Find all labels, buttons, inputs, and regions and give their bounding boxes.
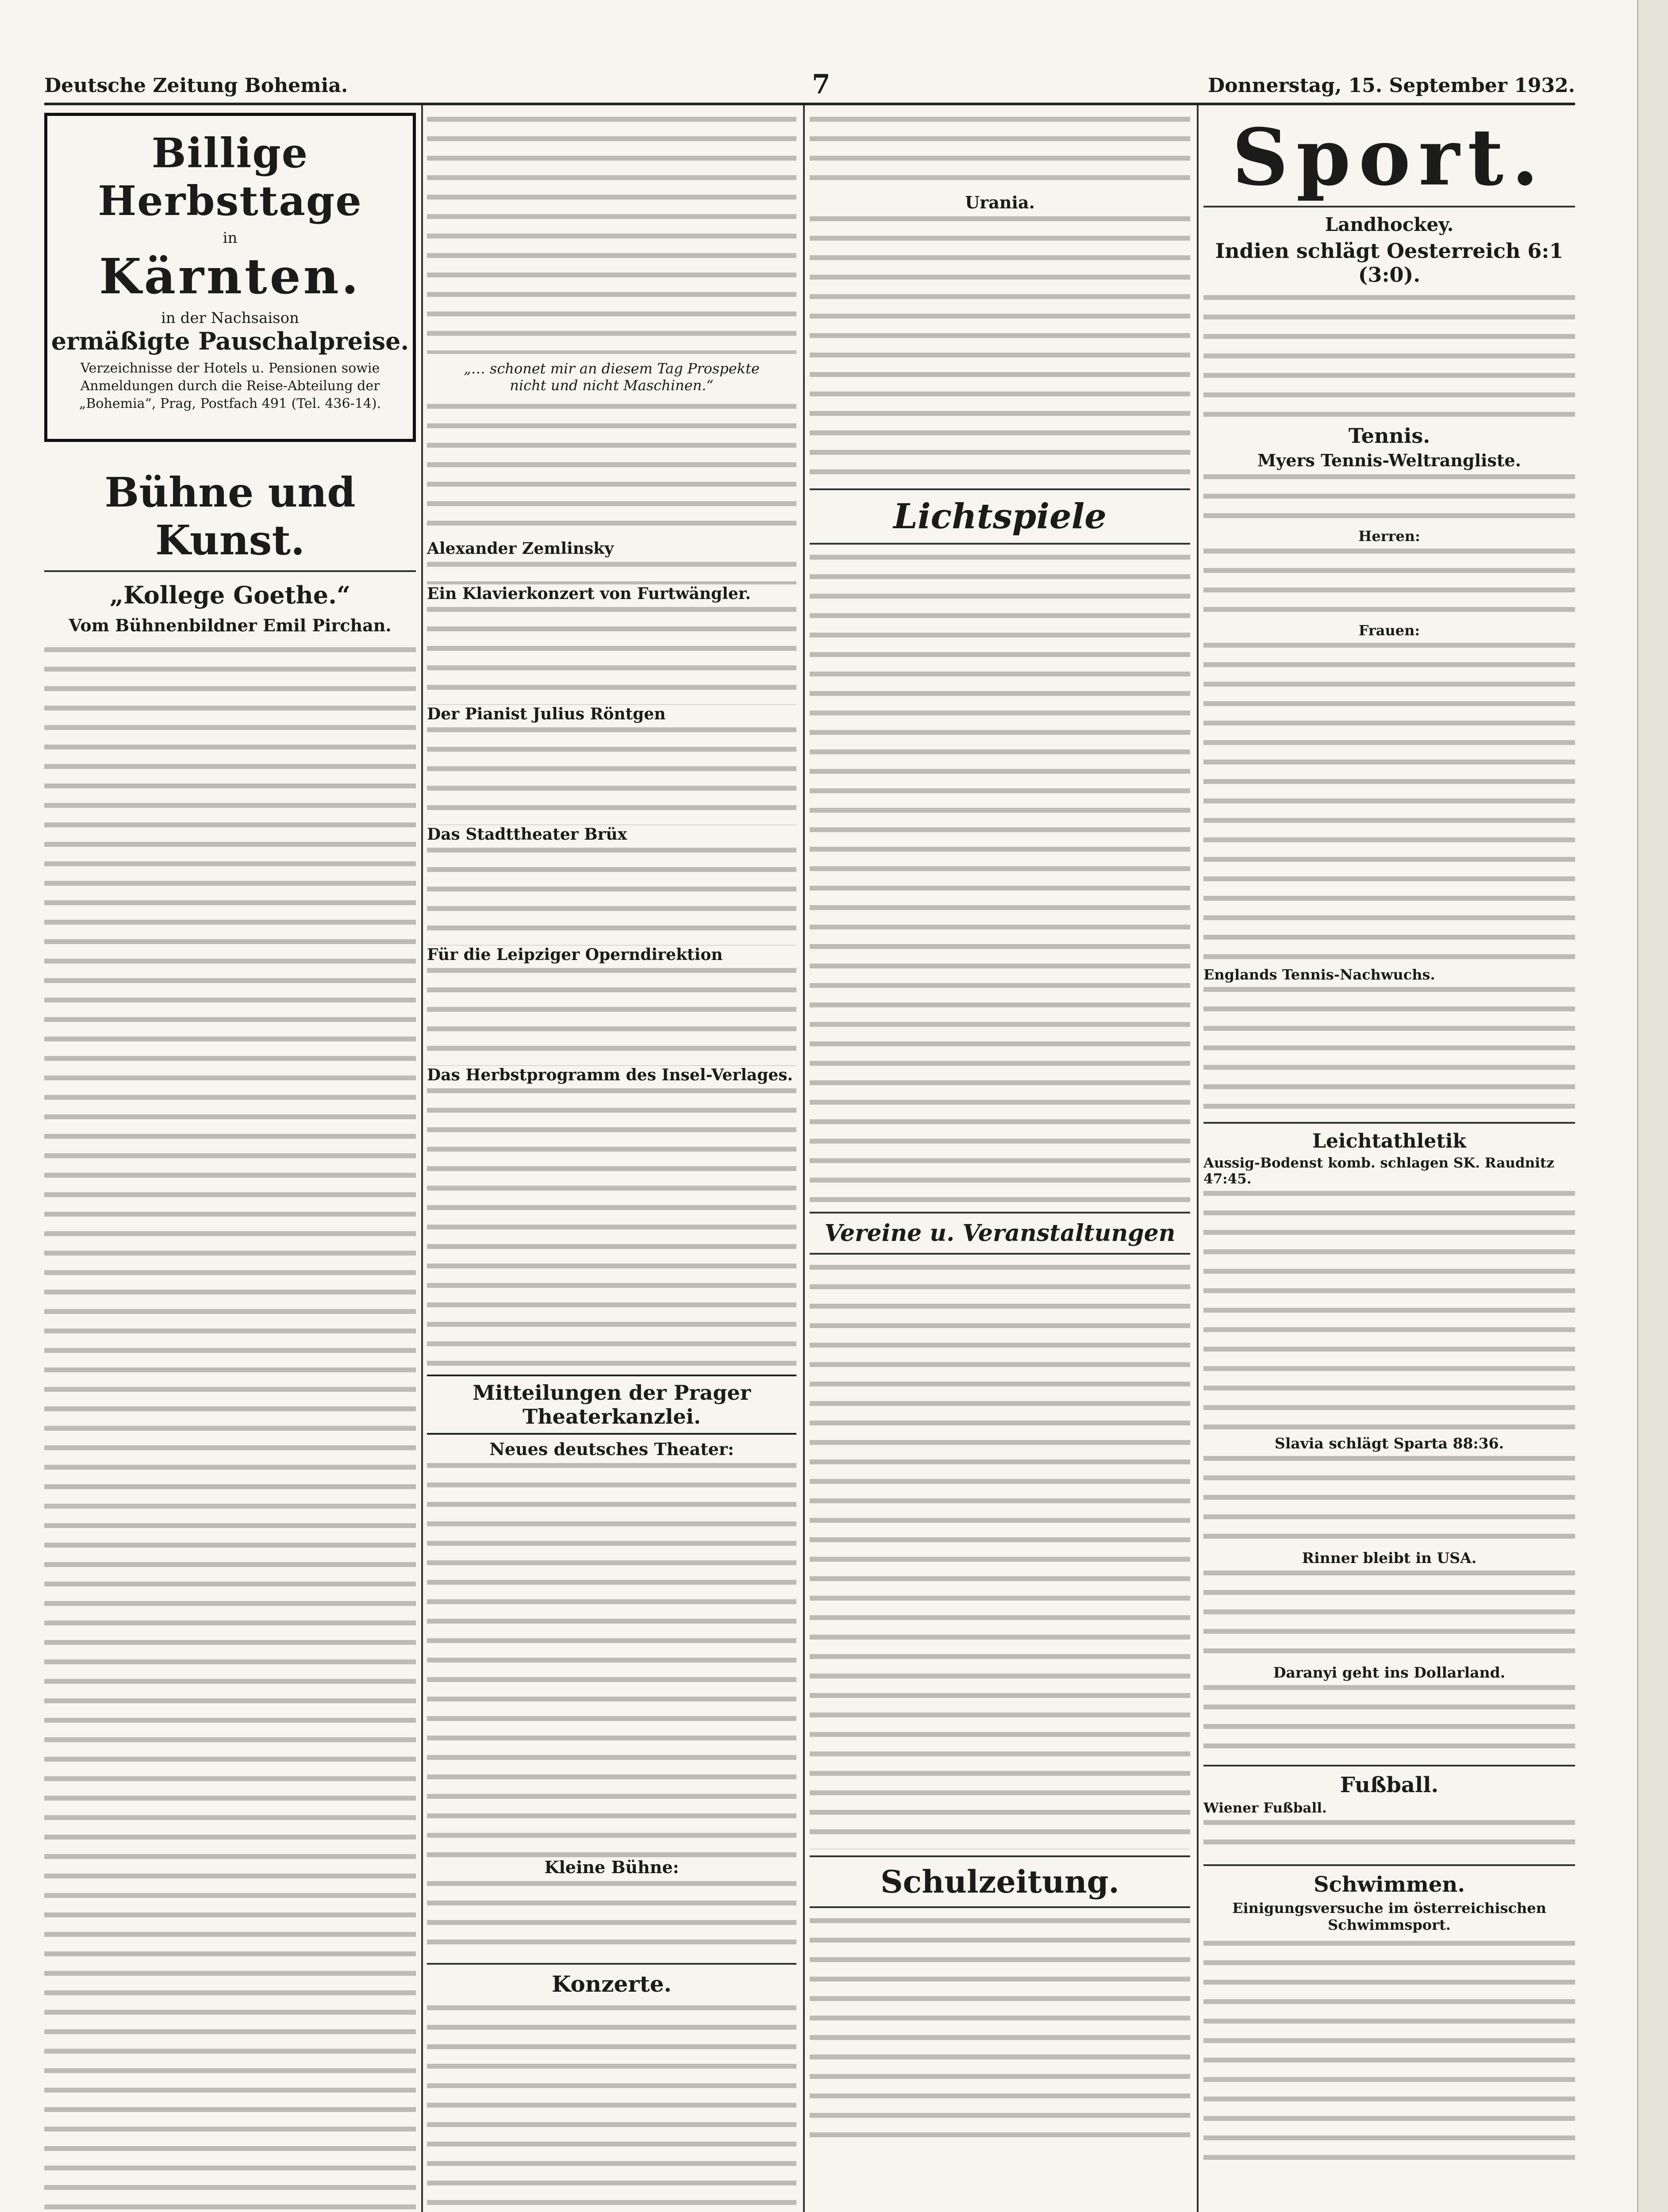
notice-heading: Wiener Fußball. [1203,1800,1327,1816]
section-title: Bühne und Kunst. [104,469,356,564]
advertisement [44,113,416,442]
notice-body [427,723,796,825]
notice-heading: Ein Klavierkonzert von Furtwängler. [427,584,751,603]
notice-heading: Slavia schlägt Sparta 88:36. [1274,1435,1504,1452]
newspaper-name: Deutsche Zeitung Bohemia. [44,74,348,97]
notice-heading: Aussig-Bodenst komb. schlagen SK. Raudnitz 47:45. [1203,1155,1554,1187]
school-listing [810,1914,1190,2149]
article-body [1203,291,1575,419]
ad-offer: ermäßigte Pauschalpreise. [51,327,409,355]
column-1 [44,113,416,2212]
article-title: „Kollege Goethe.“ [109,581,351,609]
ad-place: Kärnten. [99,248,361,305]
section-title: Mitteilungen der Prager Theaterkanzlei. [427,1375,796,1435]
header-rule [44,103,1575,105]
association-listing [810,1261,1190,1849]
divider [810,543,1190,545]
subsection-title: Leichtathletik [1312,1130,1466,1152]
article-headline: Einigungsversuche im österreichischen Schwimmsport. [1232,1900,1546,1933]
column-divider [803,105,805,2212]
divider [1203,206,1575,207]
divider [810,488,1190,490]
article-byline: Vom Bühnenbildner Emil Pirchan. [69,615,392,635]
subsection-title: Tennis. [1348,424,1430,448]
article-headline: Myers Tennis-Weltrangliste. [1257,450,1521,470]
list-heading: Herren: [1358,528,1420,545]
subsection-title: Urania. [965,192,1035,212]
program-listing [427,1459,796,1857]
ranking-list [1203,545,1575,622]
notice-heading: Der Pianist Julius Röntgen [427,705,666,723]
issue-date: Donnerstag, 15. September 1932. [1208,74,1575,97]
column-2 [427,113,796,2209]
notice-body [810,113,1190,188]
subsection-title: Schwimmen. [1313,1872,1465,1897]
ad-details: Verzeichnisse der Hotels u. Pensionen sowie Anmeldungen durch die Reise-Abteilung der „Bohemia“, Prag, Postfach 491 (Tel. 436-14). [79,361,381,411]
article-body [1203,470,1575,528]
notice-body [1203,1567,1575,1664]
page-header [44,65,1575,104]
program-listing [427,1877,796,1957]
notice-heading: Das Herbstprogramm des Insel-Verlages. [427,1066,793,1084]
notice-heading: Für die Leipziger Operndirektion [427,945,723,964]
ranking-list [1203,639,1575,966]
article-body [1203,1937,1575,2167]
article-body-continued [427,113,796,354]
notice-heading: Daranyi geht ins Dollarland. [1273,1664,1506,1681]
column-3 [810,113,1190,2149]
ad-in: in [223,229,238,247]
ad-season: in der Nachsaison [161,309,299,327]
notice-body [1203,1452,1575,1549]
notice-body [1203,983,1575,1116]
subsection-title: Neues deutsches Theater: [489,1439,734,1459]
cinema-listing [810,551,1190,1206]
notice-body [1203,1816,1575,1858]
divider [1203,1864,1575,1866]
column-4 [1203,113,1575,2167]
divider [810,1906,1190,1908]
divider [1203,1765,1575,1767]
section-title: Konzerte. [552,1971,672,1997]
notice-body [427,1084,796,1367]
section-title: Schulzeitung. [880,1863,1119,1900]
subsection-title: Kleine Bühne: [544,1857,679,1877]
results-list [1203,1187,1575,1435]
notice-body [427,558,796,584]
column-divider [1197,105,1199,2212]
divider [427,1963,796,1965]
section-title: Sport. [1232,111,1547,203]
subsection-title: Fußball. [1340,1773,1439,1797]
section-title: Vereine u. Veranstaltungen [824,1220,1176,1247]
divider [1203,1122,1575,1124]
notice-heading: Das Stadttheater Brüx [427,825,627,844]
quoted-excerpt: „… schonet mir an diesem Tag Prospekte nicht und nicht Maschinen.“ [464,360,760,394]
notice-heading: Rinner bleibt in USA. [1302,1549,1477,1567]
page-number: 7 [812,69,830,100]
excerpt-lines [427,400,796,535]
notice-body [1203,1681,1575,1759]
ad-headline: Billige Herbsttage [98,129,362,225]
subsection-title: Landhockey. [1325,214,1454,235]
column-divider [421,105,423,2212]
divider [810,1212,1190,1214]
notice-body [427,603,796,705]
divider [810,1855,1190,1857]
article-headline: Indien schlägt Oesterreich 6:1 (3:0). [1215,239,1564,287]
notice-body [427,844,796,945]
section-title: Lichtspiele [893,496,1107,537]
divider [44,570,416,572]
notice-body [810,212,1190,482]
concert-listing [427,2001,796,2209]
notice-heading: Alexander Zemlinsky [427,539,614,558]
notice-heading: Englands Tennis-Nachwuchs. [1203,966,1435,983]
divider [810,1253,1190,1255]
article-body [44,643,416,2212]
notice-body [427,964,796,1066]
list-heading: Frauen: [1358,622,1420,639]
page-edge [1637,0,1668,2212]
